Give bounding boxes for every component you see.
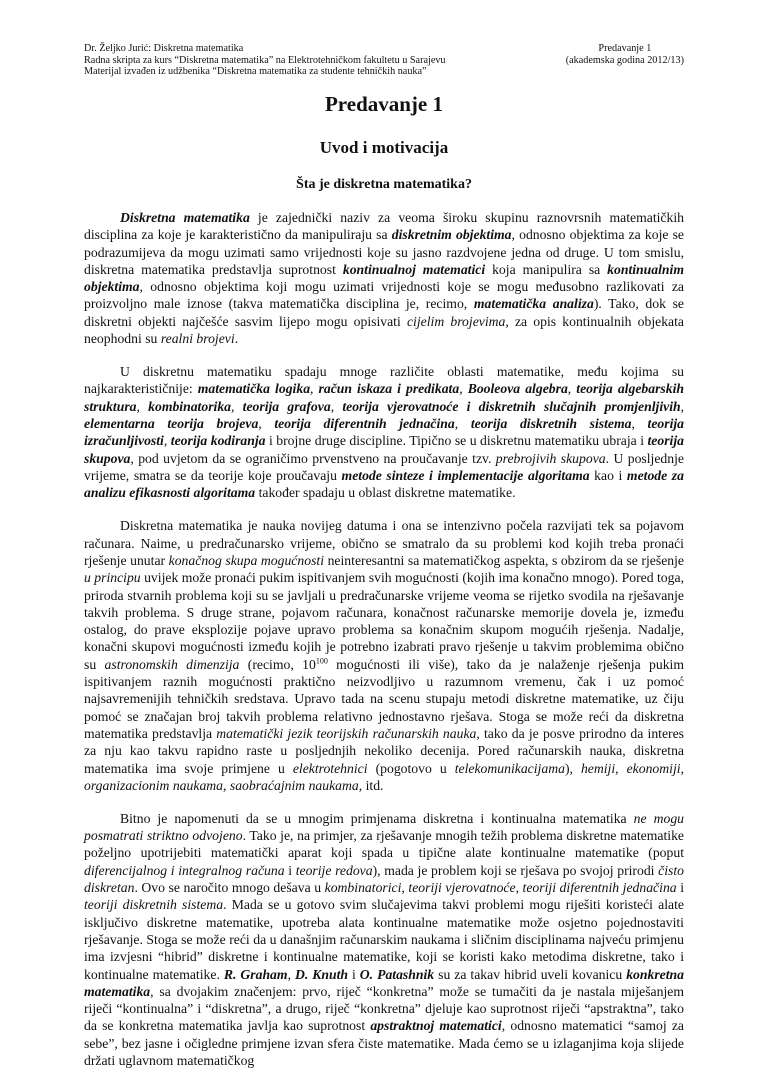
header-right bbox=[566, 43, 684, 66]
text-run: , bbox=[459, 381, 468, 397]
text-run: Diskretna matematika je nauka novijeg datuma i ona se intenzivno počela razvijati tek sa pojavom računara. Naime, u predračunarsko vrijeme, obično se smatralo da su problemi kod kojih treba pronaći rješenje unutar bbox=[84, 518, 684, 568]
emphasis-term: matematička analiza bbox=[473, 296, 594, 312]
italic-term: teoriji vjerovatnoće bbox=[408, 880, 516, 896]
emphasis-term: D. Knuth bbox=[294, 966, 349, 982]
text-run: također spadaju u oblast diskretne matematike. bbox=[255, 485, 516, 501]
text-run: , bbox=[136, 398, 149, 414]
text-run: i bbox=[284, 862, 296, 878]
text-run: , bbox=[330, 398, 343, 414]
emphasis-term: teorija kodiranja bbox=[170, 433, 266, 449]
italic-term: teoriji diferentnih jednačina bbox=[522, 880, 677, 896]
italic-term: u principu bbox=[84, 570, 141, 586]
italic-term: organizacionim naukama bbox=[84, 777, 224, 793]
emphasis-term: konkretna matematika bbox=[84, 966, 685, 999]
text-run: , bbox=[680, 760, 684, 776]
text-run: , bbox=[163, 433, 171, 449]
emphasis-term: teorija algebarskih struktura bbox=[84, 381, 685, 414]
italic-term: astronomskih dimenzija bbox=[104, 656, 240, 672]
text-run: (recimo, 10 bbox=[239, 656, 316, 672]
text-run: uvijek može pronaći pukim ispitivanjem svih mogućnosti (kojih ima konačno mnogo). Pored toga, priroda stvarnih problema koji su se javljali u predračunarske vrijeme veoma se rijetko svodila na rješavanje takvih problema. S druge strane, pojavom računara, konačnost računarske memorije dovela je, između ostalog, do prave eksplozije pojave upravo problema sa konačnim skupom mogućih rješenja. Nadalje, konačni skupovi mogućnosti između kojih je potrebno izabrati pravo rješenje u takvim problemima obično su bbox=[84, 570, 684, 672]
italic-term: telekomunikacijama bbox=[454, 760, 565, 776]
emphasis-term: R. Graham bbox=[223, 966, 288, 982]
paragraph bbox=[84, 517, 684, 794]
italic-term: teoriji diskretnih sistema bbox=[84, 897, 224, 913]
text-run: , bbox=[223, 777, 230, 793]
emphasis-term: račun iskaza i predikata bbox=[318, 381, 460, 397]
emphasis-term: elementarna teorija brojeva bbox=[84, 416, 259, 432]
text-run: je zajednički naziv za veoma široku skupinu raznovrsnih matematičkih disciplina za koje je karakteristično da manipuliraju sa bbox=[84, 210, 684, 243]
text-run: , bbox=[515, 880, 523, 896]
text-run: , pod uvjetom da se ograničimo prvenstveno na proučavanje tzv. bbox=[130, 450, 496, 466]
text-run: , bbox=[258, 416, 275, 432]
text-run: ), mada je problem koji se rješava po svojoj prirodi bbox=[372, 862, 659, 878]
emphasis-term: Booleova algebra bbox=[467, 381, 568, 397]
header-source-line: Materijal izvađen iz udžbenika “Diskretna matematika za studente tehničkih nauka” bbox=[84, 66, 427, 78]
text-run: , bbox=[401, 880, 409, 896]
paragraph bbox=[84, 810, 684, 1069]
italic-term: prebrojivih skupova bbox=[495, 450, 606, 466]
emphasis-term: O. Patashnik bbox=[359, 966, 435, 982]
italic-term: elektrotehnici bbox=[292, 760, 368, 776]
emphasis-term: kontinualnoj matematici bbox=[342, 261, 486, 277]
emphasis-term: metode za analizu efikasnosti algoritama bbox=[84, 467, 684, 501]
text-run: , bbox=[231, 398, 243, 414]
emphasis-term: teorija izračunljivosti bbox=[84, 416, 685, 449]
italic-term: konačnog skupa mogućnosti bbox=[168, 552, 325, 568]
superscript: 100 bbox=[315, 656, 328, 666]
subsection-title: Šta je diskretna matematika? bbox=[296, 177, 472, 192]
text-run: ), bbox=[564, 760, 581, 776]
paragraph bbox=[84, 209, 684, 347]
italic-term: teorije redova bbox=[295, 862, 373, 878]
header-course-line: Radna skripta za kurs “Diskretna matematika” na Elektrotehničkom fakultetu u Sarajevu bbox=[84, 54, 446, 66]
text-run: , odnosno objektima za koje se podrazumijeva da mogu uzimati samo vrijednosti koje su jasno razdvojene jedna od druge. U tom smislu, diskretna matematika predstavlja suprotnost bbox=[84, 227, 685, 277]
header-lecture-label: Predavanje 1 bbox=[598, 43, 652, 54]
text-run: i brojne druge discipline. Tipično se u diskretnu matematiku ubraja i bbox=[265, 433, 648, 449]
emphasis-term: teorija skupova bbox=[84, 433, 684, 466]
paragraph bbox=[84, 363, 684, 501]
header-left bbox=[84, 43, 446, 78]
emphasis-term: Diskretna matematika bbox=[120, 210, 250, 225]
emphasis-term: teorija vjerovatnoće i diskretnih slučajnih promjenljivih bbox=[342, 398, 681, 414]
emphasis-term: diskretnim objektima bbox=[391, 227, 512, 243]
text-run: Bitno je napomenuti da se u mnogim primjenama diskretna i kontinualna matematika bbox=[120, 810, 634, 826]
text-run: . U posljednje vrijeme, smatra se da teorije koje proučavaju bbox=[84, 450, 684, 483]
section-title: Uvod i motivacija bbox=[319, 138, 449, 157]
italic-term: kombinatorici bbox=[324, 880, 402, 896]
text-run: i bbox=[676, 880, 684, 896]
header-author-line: Dr. Željko Jurić: Diskretna matematika bbox=[84, 43, 244, 54]
italic-term: diferencijalnog i integralnog računa bbox=[84, 862, 285, 878]
body-text bbox=[84, 209, 684, 1085]
italic-term: ekonomiji bbox=[626, 760, 681, 776]
text-run: , bbox=[680, 398, 685, 414]
header-academic-year: (akademska godina 2012/13) bbox=[565, 54, 684, 66]
text-run: , itd. bbox=[358, 777, 384, 793]
italic-term: saobraćajnim naukama bbox=[229, 777, 359, 793]
text-run: . Ovo se naročito mnogo dešava u bbox=[134, 880, 325, 896]
text-run: ). Tako, dok se diskretni objekti najčešće sasvim lijepo mogu opisivati bbox=[84, 296, 684, 329]
text-run: , bbox=[287, 966, 295, 982]
italic-term: čisto diskretan bbox=[84, 862, 684, 896]
emphasis-term: kombinatorika bbox=[148, 398, 232, 414]
emphasis-term: teorija diskretnih sistema bbox=[470, 416, 632, 432]
italic-term: ne mogu posmatrati striktno odvojeno bbox=[84, 810, 685, 844]
italic-term: cijelim brojevima bbox=[406, 313, 506, 329]
text-run: , bbox=[454, 416, 471, 432]
text-run: . Tako je, na primjer, za rješavanje mnogih težih problema diskretne matematike poželjno upotrijebiti matematički aparat koji spada u tipične alate kontinualne matematike (poput bbox=[84, 828, 684, 861]
text-run: , bbox=[615, 760, 627, 776]
text-run: su za takav hibrid uveli kovanicu bbox=[434, 966, 627, 982]
text-run: U diskretnu matematiku spadaju mnoge različite oblasti matematike, među kojima su najkarakterističnije: bbox=[84, 364, 684, 397]
text-run: . Mada se u gotovo svim slučajevima takvi problemi mogu riješiti koristeći alate isključivo diskretne matematike, upotreba alata kontinualne matematike može osjetno pojednostaviti rješavanje. Stoga se može reći da u današnjim računarskim naukama i sličnim disciplinama najveću primjenu ima izvjesni “hibrid” diskretne i kontinualne matematike, koji se koristi kako metodima diskretne, tako i kontinualne matematike. bbox=[84, 897, 684, 982]
italic-term: realni brojevi bbox=[160, 331, 235, 347]
text-run: koja manipulira sa bbox=[485, 261, 608, 277]
emphasis-term: teorija grafova bbox=[242, 398, 331, 414]
text-run: kao i bbox=[589, 467, 627, 483]
text-run: neinteresantni sa matematičkog aspekta, s obzirom da se rješenje bbox=[324, 552, 684, 568]
emphasis-term: kontinualnim objektima bbox=[84, 261, 684, 295]
text-run: , odnosno matematici “samoj za sebe”, bez jasne i očigledne primjene izvan sfera čiste matematike. Mada ćemo se u izlaganjima koja slijede držati uglavnom matematičkog bbox=[84, 1018, 684, 1069]
text-run: , odnosno objektima koji mogu uzimati vrijednosti koje se mogu međusobno razlikovati za proizvoljno male iznose (takva matematička disciplina je, recimo, bbox=[84, 279, 684, 312]
text-run: , za opis kontinualnih objekata neophodni su bbox=[84, 313, 684, 347]
text-run: , bbox=[567, 381, 577, 397]
text-run: mogućnosti ili više), tako da je nalaženje rješenja pukim ispitivanjem raznih mogućnosti praktično neizvodljivo u razumnom vremenu, čak i uz pomoć najsavremenijih tehničkih sredstava. Upravo tada na scenu stupaju metodi diskretne matematike, uz čiju pomoć se značajan broj takvih problema relativno jednostavno rješava. Stoga se može reći da diskretna matematika predstavlja bbox=[84, 656, 685, 741]
emphasis-term: matematička logika bbox=[197, 381, 311, 397]
emphasis-term: apstraktnoj matematici bbox=[370, 1018, 502, 1034]
emphasis-term: metode sinteze i implementacije algoritama bbox=[341, 467, 590, 483]
text-run: , bbox=[631, 416, 648, 432]
page-title: Predavanje 1 bbox=[324, 92, 443, 116]
text-run: , tako da je posve prirodno da interes za nju kao takvu rapidno raste u posljednjih nekoliko decenija. Pored računarskih nauka, diskretna matematika ima svoje primjene u bbox=[84, 725, 685, 776]
text-run: i bbox=[348, 966, 360, 982]
italic-term: matematički jezik teorijskih računarskih nauka bbox=[216, 725, 477, 741]
text-run: (pogotovo u bbox=[367, 760, 455, 776]
emphasis-term: teorija diferentnih jednačina bbox=[274, 416, 455, 432]
text-run: . bbox=[234, 331, 239, 347]
text-run: , sa dvojakim značenjem: prvo, riječ “konkretna” može se tumačiti da je nastala miješanjem riječi “kontinualna” i “diskretna”, a drugo, riječ “konkretna” djeluje kao suprotnost riječi “apstraktna”, tako da se konkretna matematika javlja kao suprotnost bbox=[84, 983, 684, 1034]
text-run: , bbox=[310, 381, 319, 397]
italic-term: hemiji bbox=[580, 760, 616, 776]
